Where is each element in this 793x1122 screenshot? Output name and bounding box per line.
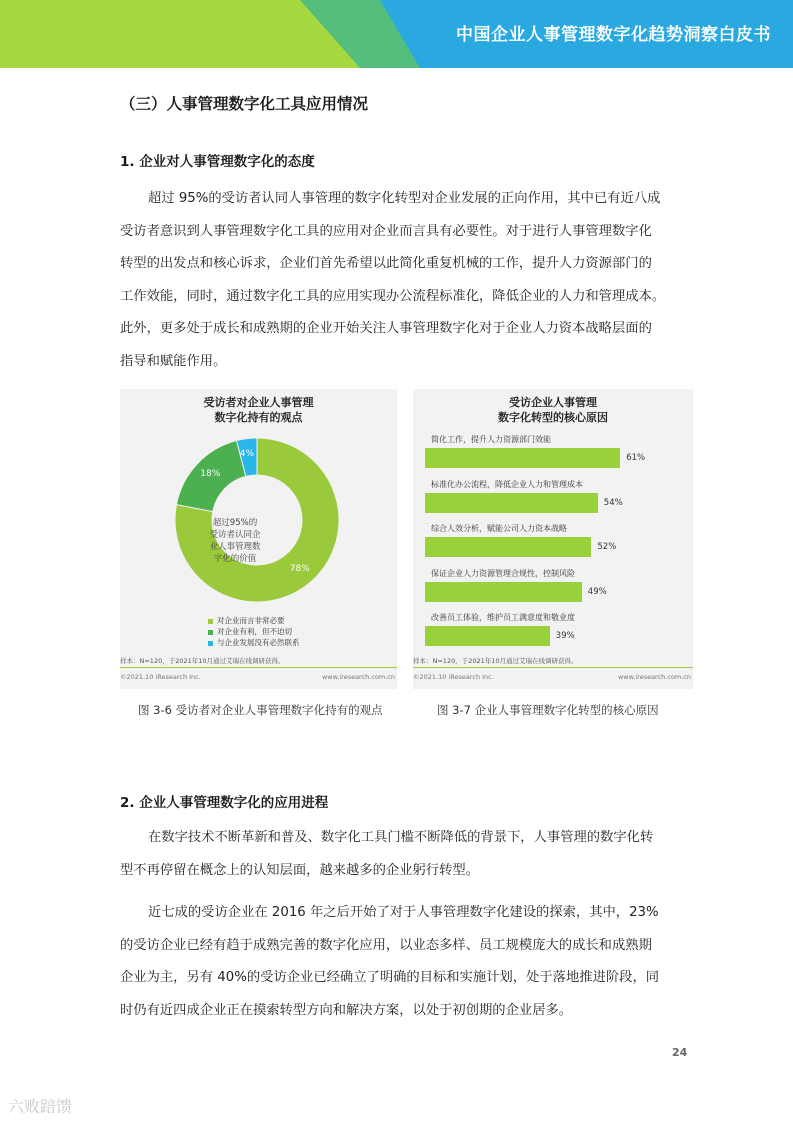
pie-center-line: 字化的价值 [213,554,257,564]
legend-label: 对企业而言非常必要 [217,616,285,625]
bar-value-label: 49% [587,586,607,597]
bar-chart-title-line2: 数字化转型的核心原因 [498,411,608,424]
figure-caption-right: 图 3-7 企业人事管理数字化转型的核心原因 [437,703,659,717]
paragraph-line: 转型的出发点和核心诉求，企业们首先希望以此简化重复机械的工作，提升人力资源部门的 [120,256,652,272]
figure-caption-left: 图 3-6 受访者对企业人事管理数字化持有的观点 [138,703,383,717]
figure-note: 样本：N=120，于2021年10月通过艾瑞在线调研获得。 [413,657,578,665]
copyright-text: ©2021.10 iResearch Inc. [413,673,494,681]
header-banner [0,0,793,68]
bar-category-label: 简化工作，提升人力资源部门效能 [431,435,551,444]
bar-category-label: 改善员工体验，维护员工满意度和敬业度 [431,613,575,622]
paragraph-line: 近七成的受访企业在 2016 年之后开始了对于人事管理数字化建设的探索，其中，23% [148,905,659,920]
bar [425,582,582,602]
paragraph-line: 在数字技术不断革新和普及、数字化工具门槛不断降低的背景下，人事管理的数字化转 [148,830,654,845]
header-title: 中国企业人事管理数字化趋势洞察白皮书 [456,25,771,45]
figure-pie-chart [120,389,397,689]
legend-label: 与企业发展没有必然联系 [217,638,300,647]
paragraph-line: 型不再停留在概念上的认知层面，越来越多的企业躬行转型。 [120,862,480,878]
bar-value-label: 39% [555,631,575,641]
figure-rule [413,667,693,668]
paragraph-line: 指导和赋能作用。 [120,353,227,369]
legend-item [208,626,292,637]
bar-value-label: 54% [603,497,623,508]
paragraph-line: 超过 95%的受访者认同人事管理的数字化转型对企业发展的正向作用，其中已有近八成 [148,191,661,206]
pie-center-line: 受访者认同企 [209,530,261,540]
paragraph-line: 的受访企业已经有趋于成熟完善的数字化应用，以业态多样、员工规模庞大的成长和成熟期 [120,937,652,953]
bar-value-label: 52% [597,542,617,552]
bar [425,626,550,646]
paragraph-line: 此外，更多处于成长和成熟期的企业开始关注人事管理数字化对于企业人力资本战略层面的 [120,321,652,337]
figure-footer [413,673,693,681]
legend-item [208,615,285,626]
bar-category-label: 标准化办公流程，降低企业人力和管理成本 [431,479,583,489]
paragraph-line: 工作效能，同时，通过数字化工具的应用实现办公流程标准化，降低企业的人力和管理成本。 [120,288,666,304]
legend-swatch [208,619,213,624]
paragraph-line: 受访者意识到人事管理数字化工具的应用对企业而言具有必要性。对于进行人事管理数字化 [120,223,652,239]
paragraph-3 [120,897,686,1027]
pie-center-text [200,517,270,565]
figure-note: 样本：N=120，于2021年10月通过艾瑞在线调研获得。 [120,657,285,665]
paragraph-1 [120,183,686,379]
bar [425,537,591,557]
legend-item [208,637,300,648]
pie-chart-title-line2: 数字化持有的观点 [214,411,303,424]
legend-label: 对企业有利，但不迫切 [217,627,292,636]
paragraph-line: 企业为主，另有 40%的受访企业已经确立了明确的目标和实施计划，处于落地推进阶段，同 [120,970,660,986]
pie-slice-label: 18% [200,469,221,480]
watermark-logo: 六败踣馈 [8,1097,73,1116]
figure-rule [120,667,397,668]
website-link[interactable]: www.iresearch.com.cn [321,673,395,681]
copyright-text: ©2021.10 iResearch Inc. [120,673,201,681]
pie-center-line: 超过95%的 [212,518,258,528]
subsection-title-2: 2. 企业人事管理数字化的应用进程 [120,795,329,811]
figure-footer [120,673,397,681]
pie-slice-label: 4% [239,449,255,460]
pie-center-line: 业人事管理数 [209,542,261,552]
legend-swatch [208,641,213,646]
pie-chart-title-line1: 受访者对企业人事管理 [203,396,314,409]
bar [425,448,620,468]
bar-chart-title-line1: 受访企业人事管理 [509,396,597,409]
subsection-title-1: 1. 企业对人事管理数字化的态度 [120,154,315,170]
pie-slice-label: 78% [289,564,310,575]
section-title: （三）人事管理数字化工具应用情况 [120,95,369,113]
bar [425,493,598,513]
page-number: 24 [672,1046,688,1059]
bar-value-label: 61% [626,453,646,463]
paragraph-2 [120,822,686,887]
figure-bar-chart [413,389,693,689]
legend-swatch [208,630,213,635]
bar-category-label: 综合人效分析，赋能公司人力资本战略 [431,524,567,533]
website-link[interactable]: www.iresearch.com.cn [617,673,691,681]
bar-category-label: 保证企业人力资源管理合规性，控制风险 [431,568,575,578]
paragraph-line: 时仍有近四成企业正在摸索转型方向和解决方案，以处于初创期的企业居多。 [120,1002,573,1018]
